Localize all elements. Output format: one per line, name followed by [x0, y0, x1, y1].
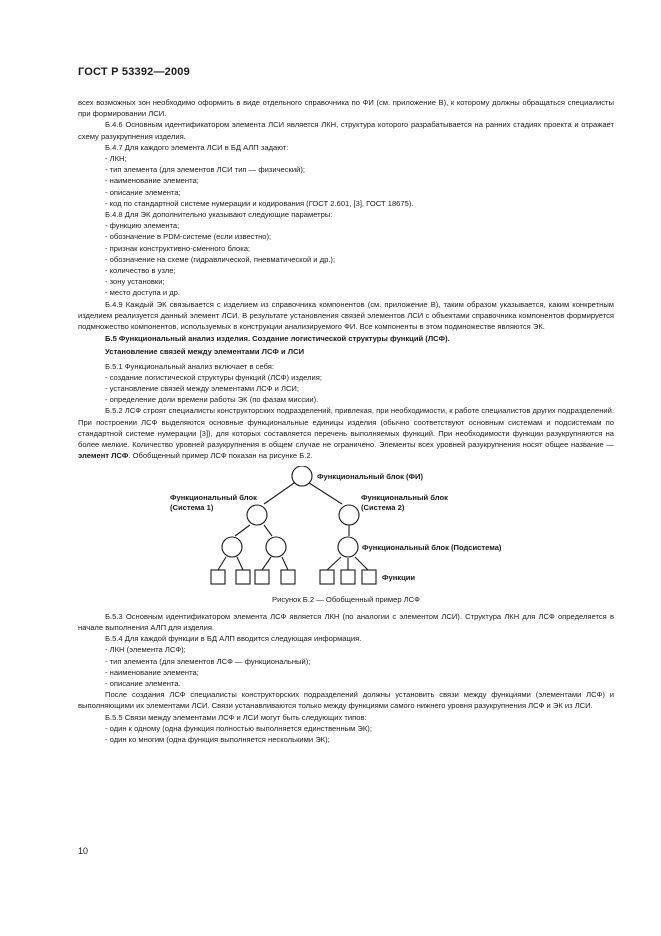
tree-edge [327, 557, 341, 570]
function-box [281, 570, 295, 584]
list-item: - признак конструктивно-сменного блока; [105, 243, 251, 253]
section-heading-cont: Установление связей между элементами ЛСФ и ЛСИ [105, 347, 305, 357]
function-box [341, 570, 355, 584]
node-root [292, 466, 312, 486]
list-item: - наименование элемента; [105, 176, 199, 186]
tree-edge [282, 557, 288, 570]
label-system-2: Функциональный блок [361, 492, 448, 502]
node-sub [222, 537, 242, 557]
paragraph-b52-tail: . Обобщенный пример ЛСФ показан на рисунке Б.2. [128, 451, 313, 461]
section-heading: Б.5 Функциональный анализ изделия. Создание логистической структуры функций (ЛСФ). [105, 334, 450, 344]
list-item: - ЛКН (элемента ЛСФ); [105, 645, 186, 655]
list-item: - зону установки; [105, 277, 165, 287]
paragraph-b46: Б.4.6 Основным идентификатором элемента ЛСИ является ЛКН, структура которого разрабатывается на ранних стадиях проекта и отражает схему разукрупнения изделия. [78, 120, 614, 141]
list-item: - место доступа и др. [105, 288, 180, 298]
label-root: Функциональный блок (ФИ) [317, 471, 423, 481]
function-box [236, 570, 250, 584]
list-item: - тип элемента (для элементов ЛСФ — функциональный); [105, 656, 311, 666]
node-system-1 [247, 505, 267, 525]
standard-header: ГОСТ Р 53392—2009 [78, 66, 190, 78]
list-item: - наименование элемента; [105, 667, 199, 677]
list-item: - количество в узле; [105, 266, 176, 276]
tree-edge [262, 557, 271, 570]
function-box [320, 570, 334, 584]
paragraph-b52-text: Б.5.2 ЛСФ строят специалисты конструкторских подразделений, привлекая, при необходимости, к работе специалистов других подразделений. При построении ЛСФ выделяются основные функциональные единицы изделия (обычно соответствуют основным системам и подсистемам по стандартной системе нумерации [3]), для которых составляется перечень выполняемых функций. При необходимости функции разукрупняются на более мелкие. Количество уровней разукрупнения в общем случае не ограничено. Элементы всех уровней разукрупнения носят общее название — [78, 406, 614, 450]
list-item: - создание логистической структуры функций (ЛСФ) изделия; [105, 372, 322, 382]
label-functions: Функции [382, 572, 416, 582]
figure-lsf-diagram [78, 466, 614, 594]
paragraph-b48: Б.4.8 Для ЭК дополнительно указывают следующие параметры: [105, 210, 333, 220]
node-system-2 [339, 505, 359, 525]
tree-edge [218, 557, 226, 570]
function-box [211, 570, 225, 584]
node-sub [266, 537, 286, 557]
tree-edge [306, 481, 342, 504]
function-box [255, 570, 269, 584]
term-element-lsf: элемент ЛСФ [78, 451, 129, 461]
list-item: - ЛКН; [105, 154, 127, 164]
lsf-tree-diagram [78, 466, 614, 594]
page-number: 10 [78, 846, 89, 856]
list-item: - один к одному (одна функция полностью выполняется единственным ЭК); [105, 723, 372, 733]
function-box [362, 570, 376, 584]
list-item: - тип элемента (для элементов ЛСИ тип — физический); [105, 165, 305, 175]
paragraph-b47: Б.4.7 Для каждого элемента ЛСИ в БД АЛП задают: [105, 142, 289, 152]
label-system-1-name: (Система 1) [170, 502, 214, 512]
list-item: - установление связей между элементами ЛСФ и ЛСИ; [105, 384, 299, 394]
tree-edge [264, 481, 297, 504]
tree-edge [355, 557, 368, 570]
paragraph-b52 [78, 405, 614, 461]
paragraph: всех возможных зон необходимо оформить в виде отдельного справочника по ФИ (см. приложение В), к которому должны обращаться специалисты при формировании ЛСИ. [78, 98, 614, 119]
label-subsystem: Функциональный блок (Подсистема) [362, 542, 502, 552]
list-item: - определение доли времени работы ЭК (по фазам миссии). [105, 395, 319, 405]
list-item: - обозначение в PDM-системе (если известно); [105, 232, 272, 242]
paragraph-b53: Б.5.3 Основным идентификатором элемента ЛСФ является ЛКН (по аналогии с элементом ЛСИ). Структура ЛКН для ЛСФ определяется в начале выполнения АЛП для изделия. [78, 611, 614, 632]
tree-edge [235, 525, 250, 536]
list-item: - описание элемента; [105, 187, 181, 197]
tree-edge [237, 557, 243, 570]
list-item: - обозначение на схеме (гидравлической, пневматической и др.); [105, 254, 336, 264]
paragraph-b49: Б.4.9 Каждый ЭК связывается с изделием из справочника компонентов (см. приложение В), таким образом указывается, каким конкретным изделием реализуется данный элемент ЛСИ. В результате установления связей элементов ЛСИ с объектами справочника компонентов формируется подмножество компонентов, используемых в конструкции анализируемого ФИ. Все компоненты в этом подмножестве являются ЭК. [78, 299, 614, 332]
paragraph-b51: Б.5.1 Функциональный анализ включает в себя: [105, 361, 274, 371]
list-item: - код по стандартной системе нумерации и кодирования (ГОСТ 2.601, [3], ГОСТ 18675). [105, 198, 414, 208]
figure-caption: Рисунок Б.2 — Обобщенный пример ЛСФ [272, 594, 420, 604]
list-item: - функцию элемента; [105, 221, 180, 231]
label-system-2-name: (Система 2) [361, 502, 405, 512]
list-item: - описание элемента. [105, 678, 181, 688]
paragraph-b54: Б.5.4 Для каждой функции в БД АЛП вводится следующая информация. [105, 634, 362, 644]
body-text [78, 97, 614, 745]
label-system-1: Функциональный блок [170, 492, 257, 502]
list-item: - один ко многим (одна функция выполняется несколькими ЭК); [105, 734, 330, 744]
tree-edge [264, 525, 272, 536]
paragraph-links: После создания ЛСФ специалисты конструкторских подразделений должны установить связи между функциями (элементами ЛСФ) и выполняющими их элементами ЛСИ. Связи устанавливаются только между функциями самого нижнего уровня разукрупнения ЛСФ и ЭК из ЛСИ. [78, 690, 614, 711]
node-subsystem [338, 537, 358, 557]
paragraph-b55: Б.5.5 Связи между элементами ЛСФ и ЛСИ могут быть следующих типов: [105, 712, 367, 722]
